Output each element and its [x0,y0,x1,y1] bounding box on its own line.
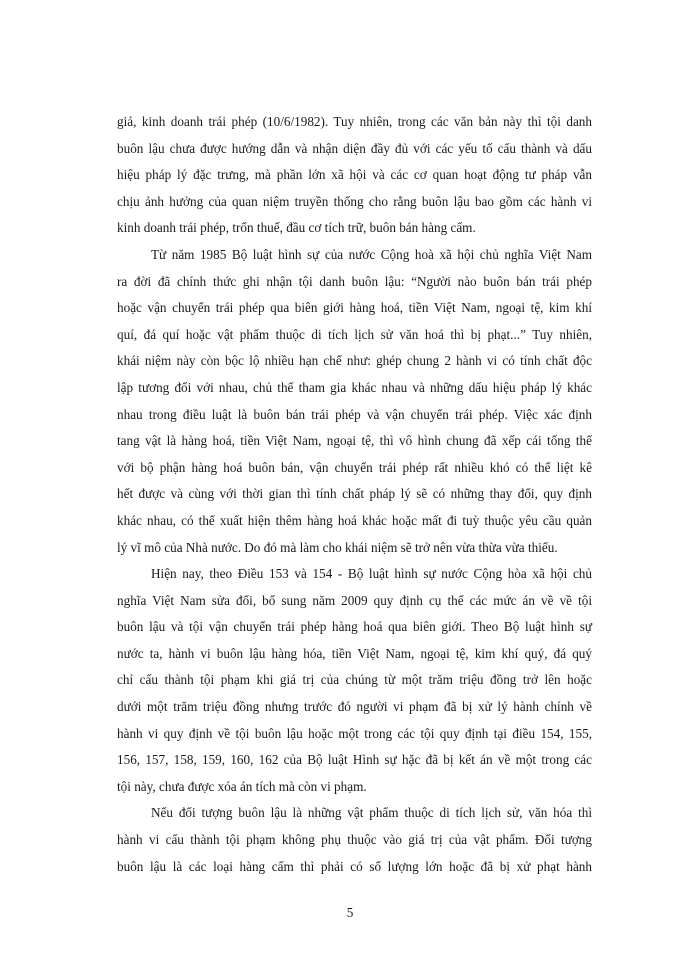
text-line: lý vĩ mô của Nhà nước. Do đó mà làm cho khái niệm sẽ trở nên vừa thừa vừa thiếu. [117,539,558,555]
text-line: dưới một trăm triệu đồng nhưng trước đó người vi phạm đã bị xử lý hành chính về [117,699,592,715]
text-line: tang vật là hàng hoá, tiền Việt Nam, ngoại tệ, thì vô hình chung đã xếp cái tổng thể [117,433,592,449]
text-line: hành vi cấu thành tội phạm không phụ thuộc vào giá trị của vật phẩm. Đối tượng [117,832,592,848]
text-line: lập tương đối với nhau, chủ thể tham gia khác nhau và những dấu hiệu pháp lý khác [117,379,592,395]
text-line: khác nhau, có thể xuất hiện thêm hàng hoá khác hoặc mất đi tuỳ thuộc yêu cầu quản [117,512,592,528]
text-line: 156, 157, 158, 159, 160, 162 của Bộ luật Hình sự hặc đã bị kết án về một trong các [117,752,592,768]
text-line: hành vi quy định về tội buôn lậu hoặc một trong các tội quy định tại điều 154, 155, [117,725,592,741]
text-line: tội này, chưa được xóa án tích mà còn vi phạm. [117,778,367,794]
text-line: chỉ cấu thành tội phạm khi giá trị của chúng từ một trăm triệu đồng trở lên hoặc [117,672,592,688]
text-line: hoặc vận chuyển trái phép qua biên giới hàng hoá, tiền Việt Nam, ngoại tệ, kim khí [117,300,592,316]
text-line: buôn lậu và tội vận chuyển trái phép hàng hoá qua biên giới. Theo Bộ luật hình sự [117,619,592,635]
text-line: chịu ảnh hưởng của quan niệm truyền thống cho rằng buôn lậu bao gồm các hành vi [117,193,592,209]
text-line: kinh doanh trái phép, trốn thuế, đầu cơ tích trữ, buôn bán hàng cấm. [117,220,476,236]
body-text [117,109,592,880]
page-number: 5 [346,905,354,920]
text-line: nước ta, hành vi buôn lậu hàng hóa, tiền Việt Nam, ngoại tệ, kim khí quý, đá quý [117,645,592,661]
text-line: Từ năm 1985 Bộ luật hình sự của nước Cộng hoà xã hội chủ nghĩa Việt Nam [151,246,592,262]
text-line: quí, đá quí hoặc vật phẩm thuộc di tích lịch sử văn hoá thì bị phạt...” Tuy nhiên, [117,326,592,342]
text-line: hiệu pháp lý đặc trưng, mà phần lớn xã hội và các cơ quan hoạt động tư pháp vẫn [117,167,592,183]
text-line: Hiện nay, theo Điều 153 và 154 - Bộ luật hình sự nước Cộng hòa xã hội chủ [151,566,592,582]
text-line: nghĩa Việt Nam sửa đổi, bổ sung năm 2009 quy định cụ thể các mức án về về tội [117,592,592,608]
text-line: hết được và cùng với thời gian thì tính chất pháp lý sẽ có những thay đổi, quy định [117,486,592,502]
text-line: buôn lậu chưa được hướng dẫn và nhận diện đầy đủ với các yếu tố cấu thành và dấu [117,140,592,156]
text-line: buôn lậu là các loại hàng cấm thì phải có số lượng lớn hoặc đã bị xử phạt hành [117,858,592,874]
text-line: với bộ phận hàng hoá buôn bán, vận chuyển trái phép rất nhiều khó có thể liệt kê [117,459,592,475]
text-line: nhau trong điều luật là buôn bán trái phép và vận chuyển trái phép. Việc xác định [117,406,592,422]
text-line: ra đời đã chính thức ghi nhận tội danh buôn lậu: “Người nào buôn bán trái phép [117,273,592,289]
text-line: khái niệm này còn bộc lộ nhiều hạn chế như: ghép chung 2 hành vi có tính chất độc [117,353,592,369]
text-line: Nếu đối tượng buôn lậu là những vật phẩm thuộc di tích lịch sử, văn hóa thì [151,805,592,821]
text-line: giả, kinh doanh trái phép (10/6/1982). Tuy nhiên, trong các văn bản này thì tội danh [117,114,592,129]
